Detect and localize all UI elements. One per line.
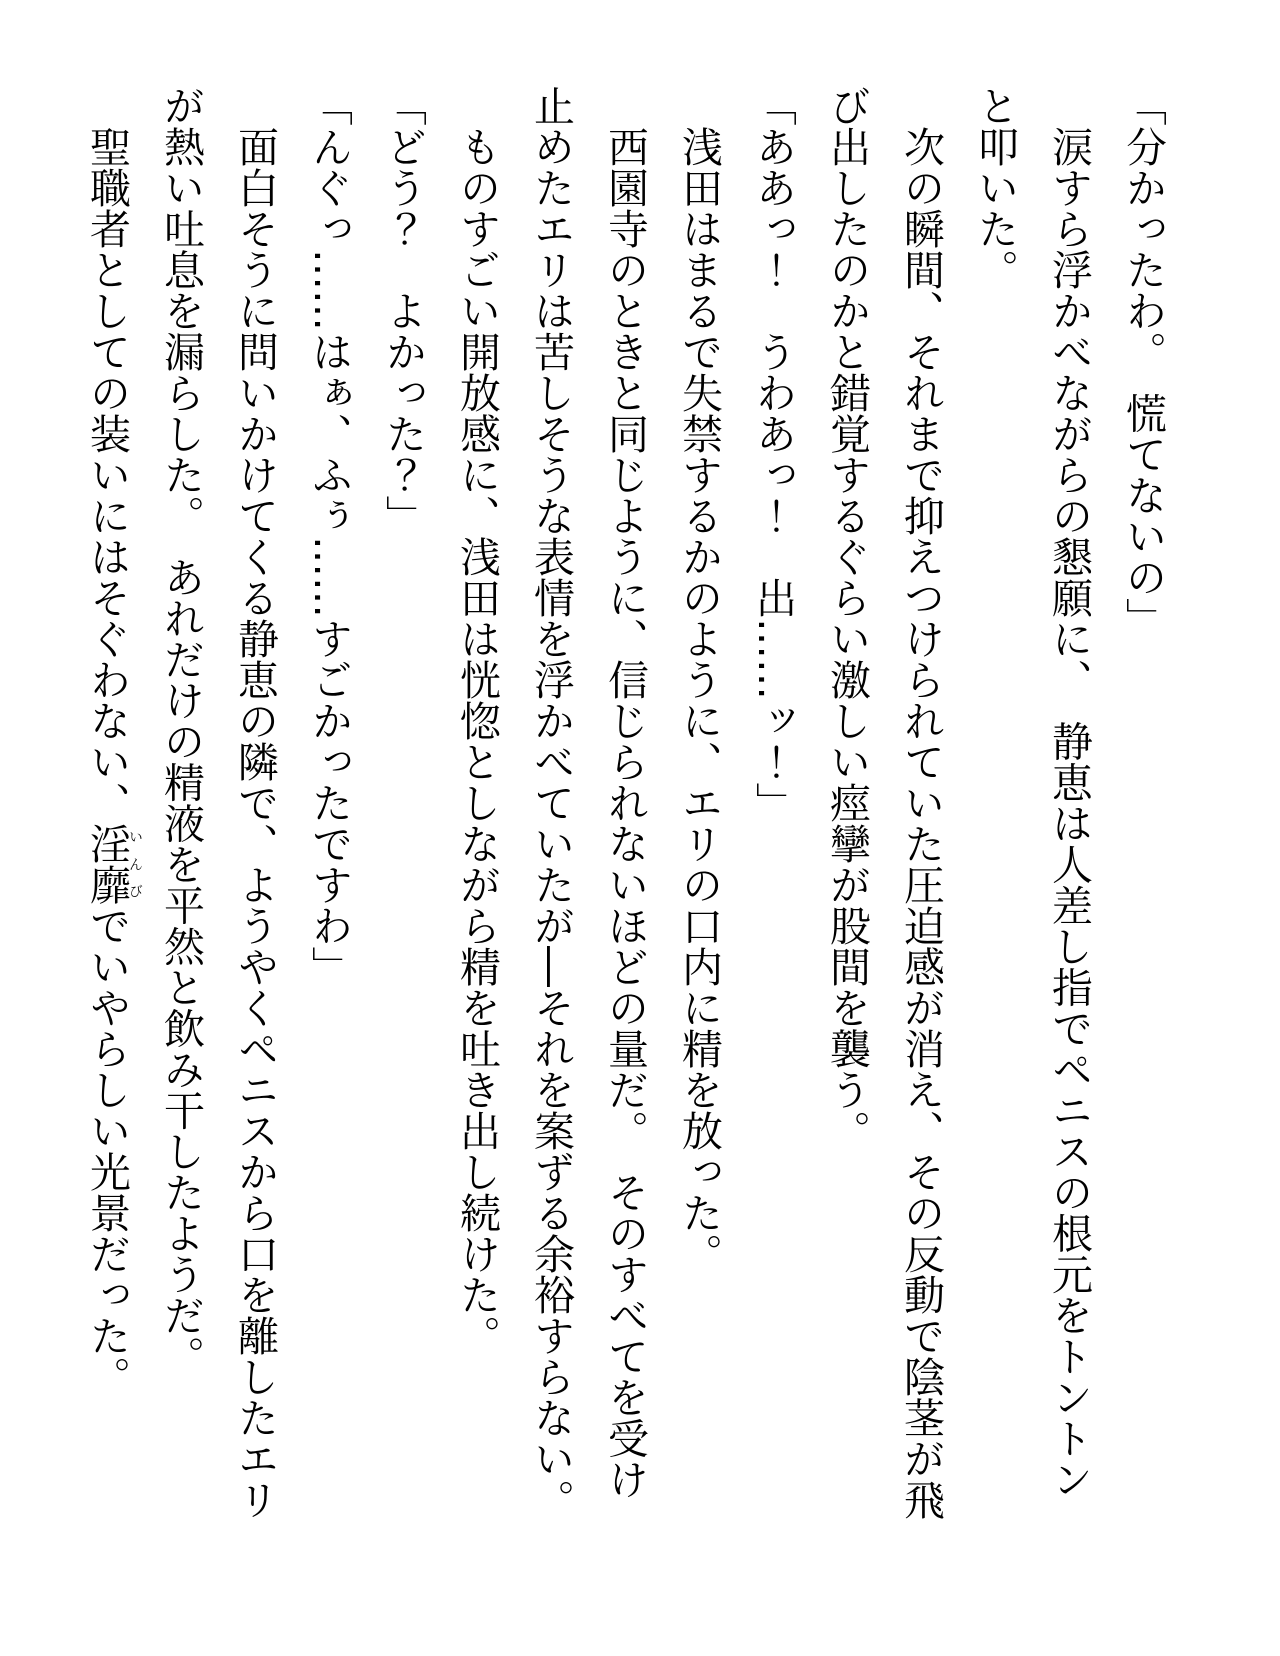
paragraph: 聖職者としての装いにはそぐわない、淫靡いんびでいやらしい光景だった。	[83, 126, 143, 1397]
paragraph: 「ああっ！ うわあっ！ 出……ッ！」	[749, 85, 797, 823]
paragraph: 次の瞬間、それまで抑えつけられていた圧迫感が消え、その反動で陰茎が飛び出したのかと錯覚するぐらい激しい痙攣が股間を襲う。	[823, 85, 945, 1520]
vertical-text-container	[52, 85, 1180, 1530]
paragraph: 涙すら浮かべながらの懇願に、 静恵は人差し指でペニスの根元をトントンと叩いた。	[971, 85, 1093, 1500]
paragraph: ものすごい開放感に、浅田は恍惚としながら精を吐き出し続けた。	[453, 126, 501, 1356]
ruby-annotated-word: 淫靡いんび	[83, 823, 143, 905]
furigana: いんび	[127, 823, 143, 905]
paragraph: 「んぐっ……はぁ、ふぅ……すごかったですわ」	[305, 85, 353, 987]
paragraph: 西園寺のときと同じように、信じられないほどの量だ。 そのすべてを受け止めたエリは苦しそうな表情を浮かべていたが―それを案ずる余裕すらない。	[527, 85, 649, 1520]
paragraph: 「どう？ よかった？」	[379, 85, 427, 536]
paragraph: 面白そうに問いかけてくる静恵の隣で、ようやくペニスから口を離したエリが熱い吐息を漏らした。 あれだけの精液を平然と飲み干したようだ。	[157, 85, 279, 1520]
paragraph: 「分かったわ。 慌てないの」	[1119, 85, 1167, 639]
paragraph: 浅田はまるで失禁するかのように、エリの口内に精を放った。	[675, 126, 723, 1274]
